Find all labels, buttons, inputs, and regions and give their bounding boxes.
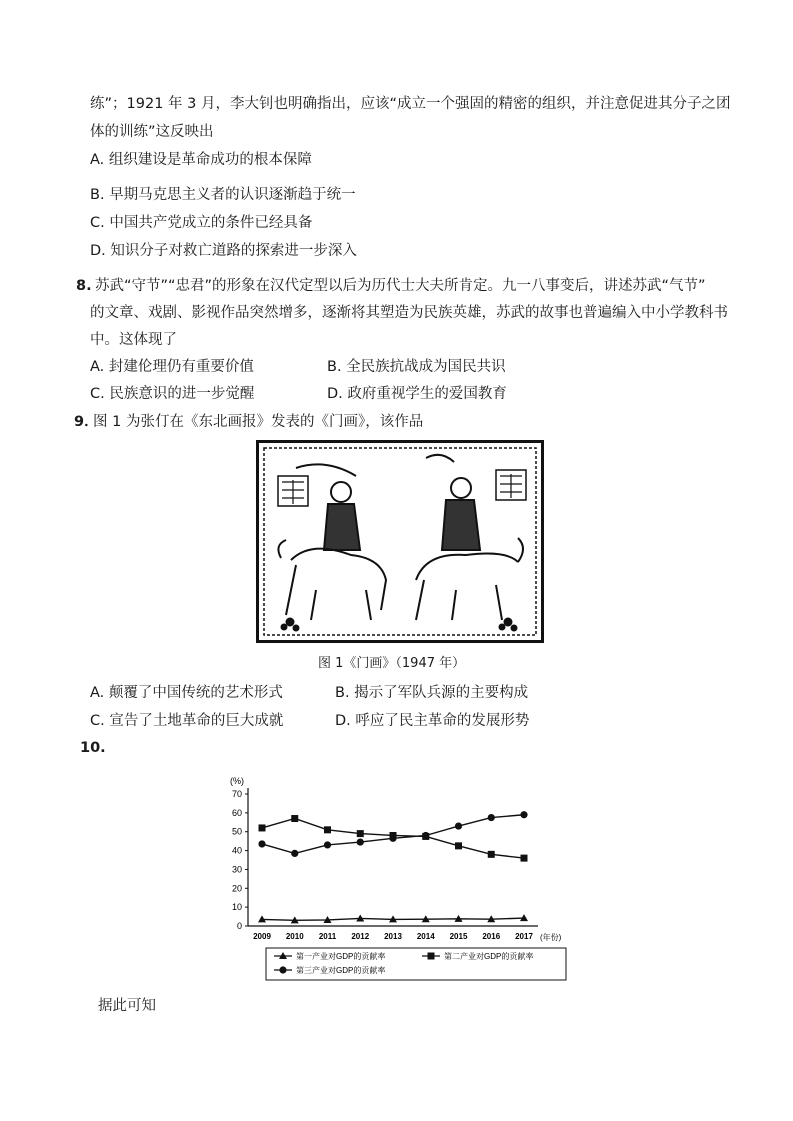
y-tick-label: 50 bbox=[231, 826, 242, 837]
y-tick-label: 20 bbox=[231, 883, 242, 894]
legend-label: 第二产业对GDP的贡献率 bbox=[444, 952, 534, 961]
x-tick-label: 2014 bbox=[416, 932, 435, 941]
q10-number: 10. bbox=[80, 740, 106, 756]
q9-number: 9． bbox=[74, 414, 99, 430]
data-point-circle bbox=[357, 838, 364, 845]
data-point-circle bbox=[258, 840, 265, 847]
legend-label: 第三产业对GDP的贡献率 bbox=[296, 966, 386, 975]
data-point-circle bbox=[520, 811, 527, 818]
chart-x-axis-label: (年份) bbox=[540, 933, 562, 942]
data-point-square bbox=[259, 824, 266, 831]
y-tick-label: 10 bbox=[231, 902, 242, 913]
x-tick-label: 2016 bbox=[482, 932, 501, 941]
q7-option-a: A. 组织建设是革命成功的根本保障 bbox=[90, 152, 312, 168]
data-point-circle bbox=[422, 832, 429, 839]
y-tick-label: 30 bbox=[231, 864, 242, 875]
q7-option-d: D. 知识分子对救亡道路的探索进一步深入 bbox=[90, 243, 357, 259]
q8-option-d: D. 政府重视学生的爱国教育 bbox=[327, 386, 507, 402]
q7-option-b: B. 早期马克思主义者的认识逐渐趋于统一 bbox=[90, 187, 356, 203]
q8-option-a: A. 封建伦理仍有重要价值 bbox=[90, 359, 254, 375]
q9-stem: 图 1 为张仃在《东北画报》发表的《门画》，该作品 bbox=[93, 414, 424, 430]
x-tick-label: 2010 bbox=[285, 932, 304, 941]
q9-option-a: A. 颠覆了中国传统的艺术形式 bbox=[90, 685, 283, 701]
q8-number: 8. bbox=[76, 278, 92, 294]
q8-stem-line3: 中。这体现了 bbox=[90, 332, 177, 348]
data-point-circle bbox=[455, 822, 462, 829]
x-tick-label: 2015 bbox=[449, 932, 468, 941]
gdp-contribution-line-chart bbox=[222, 768, 582, 986]
legend-label: 第一产业对GDP的贡献率 bbox=[296, 952, 386, 961]
x-tick-label: 2009 bbox=[253, 932, 271, 941]
data-point-circle bbox=[389, 835, 396, 842]
x-tick-label: 2011 bbox=[318, 932, 337, 941]
q8-option-b: B. 全民族抗战成为国民共识 bbox=[327, 359, 506, 375]
data-point-circle bbox=[324, 841, 331, 848]
q10-stem: 据此可知 bbox=[98, 998, 156, 1014]
data-point-square bbox=[357, 830, 364, 837]
q9-option-d: D. 呼应了民主革命的发展形势 bbox=[335, 713, 530, 729]
door-god-woodcut-image bbox=[256, 440, 544, 643]
legend-marker-square bbox=[428, 953, 435, 960]
data-point-square bbox=[521, 855, 528, 862]
y-tick-label: 0 bbox=[236, 921, 242, 931]
data-point-circle bbox=[488, 814, 495, 821]
y-tick-label: 60 bbox=[231, 807, 242, 818]
x-tick-label: 2017 bbox=[515, 932, 533, 941]
q8-stem-line1: 苏武“守节”“忠君”的形象在汉代定型以后为历代士大夫所肯定。九一八事变后，讲述苏武“气节” bbox=[95, 278, 706, 294]
data-point-square bbox=[291, 815, 298, 822]
x-tick-label: 2012 bbox=[351, 932, 370, 941]
data-point-circle bbox=[291, 850, 298, 857]
q9-option-c: C. 宣告了土地革命的巨大成就 bbox=[90, 713, 284, 729]
x-tick-label: 2013 bbox=[384, 932, 402, 941]
legend-marker-circle bbox=[279, 966, 286, 973]
y-tick-label: 40 bbox=[231, 845, 242, 856]
q7-stem-line2: 体的训练”这反映出 bbox=[90, 124, 214, 140]
q8-stem-line2: 的文章、戏剧、影视作品突然增多，逐渐将其塑造为民族英雄，苏武的故事也普遍编入中小学教科书 bbox=[90, 305, 728, 321]
q9-option-b: B. 揭示了军队兵源的主要构成 bbox=[335, 685, 529, 701]
data-point-square bbox=[488, 851, 495, 858]
data-point-square bbox=[324, 826, 331, 833]
q7-stem-line1: 练”；1921 年 3 月，李大钊也明确指出，应该“成立一个强固的精密的组织，并注意促进其分子之团 bbox=[90, 96, 731, 112]
y-tick-label: 70 bbox=[231, 789, 242, 799]
figure-caption: 图 1《门画》（1947 年） bbox=[318, 656, 466, 671]
q7-option-c: C. 中国共产党成立的条件已经具备 bbox=[90, 215, 313, 231]
data-point-square bbox=[455, 842, 462, 849]
q8-option-c: C. 民族意识的进一步觉醒 bbox=[90, 386, 255, 402]
chart-y-axis-label: (%) bbox=[230, 776, 244, 786]
